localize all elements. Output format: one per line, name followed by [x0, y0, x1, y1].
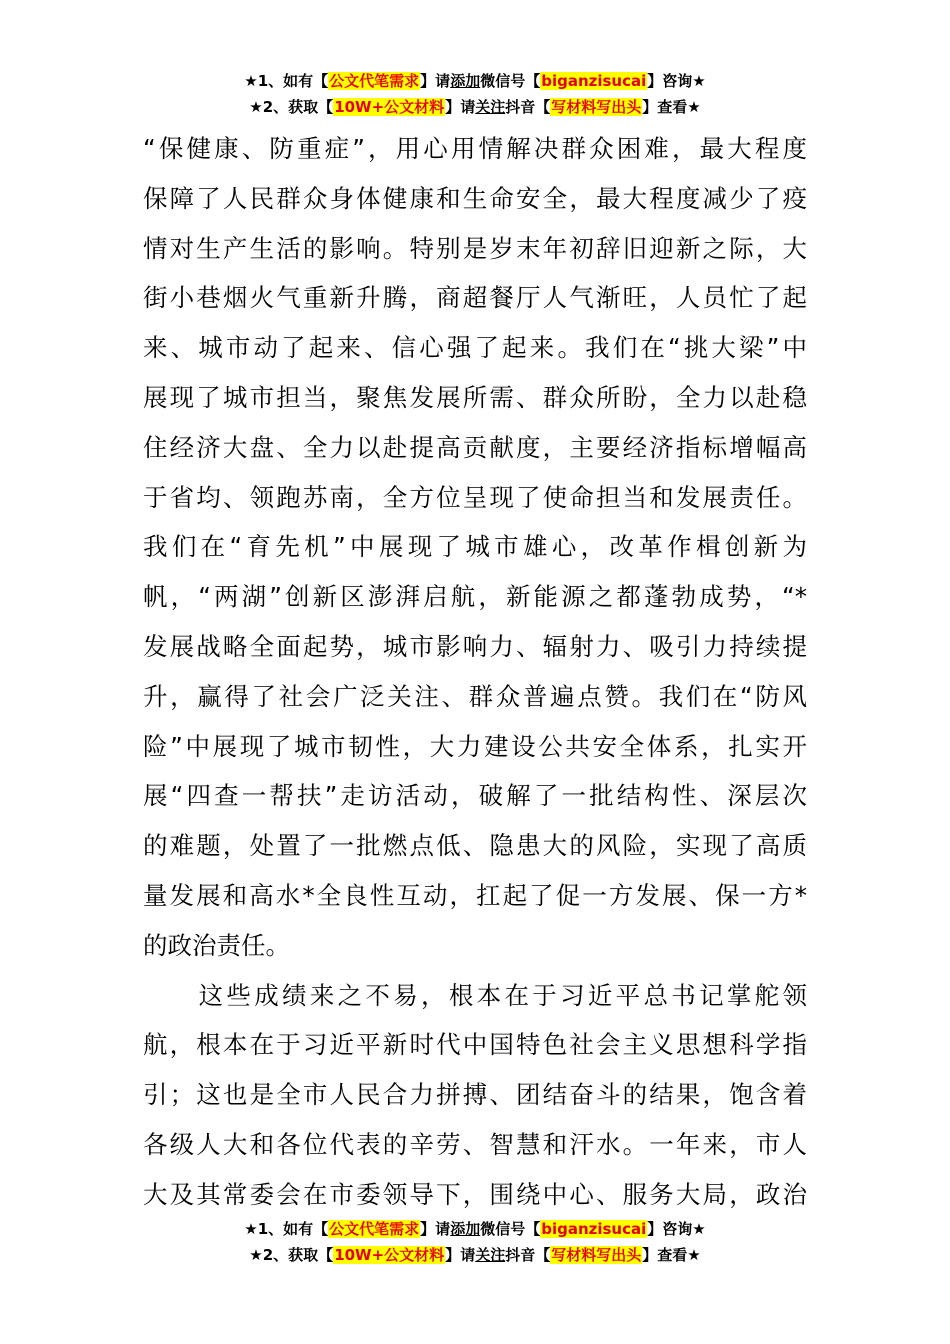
banner-text: 抖音【 [505, 98, 551, 116]
text-line: 量发展和高水*全良性互动，扛起了促一方发展、保一方* [143, 880, 807, 910]
highlight-douyin-name: 写材料写出头 [551, 98, 642, 116]
text-line: 引；这也是全市人民合力拼搏、团结奋斗的结果，饱含着 [143, 1080, 807, 1110]
footer-banner-line-1 [0, 1216, 950, 1242]
text-line: 帆，“两湖”创新区澎湃启航，新能源之都蓬勃成势，“* [143, 582, 807, 612]
banner-text: 】咨询★ [647, 1220, 706, 1238]
text-line: 各级人大和各位代表的辛劳、智慧和汗水。一年来，市人 [143, 1129, 807, 1159]
underlined-action: 添加 [450, 1220, 481, 1238]
banner-text: ★1、如有【 [244, 1220, 329, 1238]
banner-text: 】请 [420, 72, 451, 90]
underlined-action: 关注 [475, 1246, 506, 1264]
highlight-douyin-name: 写材料写出头 [551, 1246, 642, 1264]
highlight-service-name: 公文代笔需求 [329, 1220, 420, 1238]
banner-text: 】请 [445, 98, 476, 116]
footer-banner [0, 1216, 950, 1268]
banner-text: ★2、获取【 [249, 1246, 334, 1264]
highlight-wechat-id: biganzisucai [541, 72, 647, 90]
banner-text: 】咨询★ [647, 72, 706, 90]
banner-text: 抖音【 [505, 1246, 551, 1264]
text-line-paragraph-end: 的政治责任。 [143, 930, 290, 960]
text-line: 我们在“育先机”中展现了城市雄心，改革作楫创新为 [143, 532, 807, 562]
highlight-service-name: 公文代笔需求 [329, 72, 420, 90]
text-line: 升，赢得了社会广泛关注、群众普遍点赞。我们在“防风 [143, 681, 807, 711]
banner-text: 微信号【 [480, 72, 541, 90]
underlined-action: 添加 [450, 72, 481, 90]
highlight-wechat-id: biganzisucai [541, 1220, 647, 1238]
text-line: 于省均、领跑苏南，全方位呈现了使命担当和发展责任。 [143, 482, 807, 512]
banner-text: ★1、如有【 [244, 72, 329, 90]
text-line-paragraph-start: 这些成绩来之不易，根本在于习近平总书记掌舵领 [143, 980, 807, 1010]
banner-text: 】查看★ [642, 98, 701, 116]
banner-text: 】请 [445, 1246, 476, 1264]
header-banner-line-1 [0, 68, 950, 94]
text-line: 展现了城市担当，聚焦发展所需、群众所盼，全力以赴稳 [143, 382, 807, 412]
highlight-material-name: 10W+公文材料 [334, 1246, 445, 1264]
banner-text: 微信号【 [480, 1220, 541, 1238]
text-line: 住经济大盘、全力以赴提高贡献度，主要经济指标增幅高 [143, 432, 807, 462]
banner-text: 】查看★ [642, 1246, 701, 1264]
footer-banner-line-2 [0, 1242, 950, 1268]
text-line: 险”中展现了城市韧性，大力建设公共安全体系，扎实开 [143, 731, 807, 761]
text-line: 展“四查一帮扶”走访活动，破解了一批结构性、深层次 [143, 781, 807, 811]
text-line: 大及其常委会在市委领导下，围绕中心、服务大局，政治 [143, 1179, 807, 1209]
text-line: 来、城市动了起来、信心强了起来。我们在“挑大梁”中 [143, 333, 807, 363]
text-line: 情对生产生活的影响。特别是岁末年初辞旧迎新之际，大 [143, 233, 807, 263]
text-line: 的难题，处置了一批燃点低、隐患大的风险，实现了高质 [143, 831, 807, 861]
highlight-material-name: 10W+公文材料 [334, 98, 445, 116]
banner-text: 】请 [420, 1220, 451, 1238]
text-line: 航，根本在于习近平新时代中国特色社会主义思想科学指 [143, 1030, 807, 1060]
text-line: 保障了人民群众身体健康和生命安全，最大程度减少了疫 [143, 183, 807, 213]
text-line: “保健康、防重症”，用心用情解决群众困难，最大程度 [143, 134, 807, 163]
underlined-action: 关注 [475, 98, 506, 116]
banner-text: ★2、获取【 [249, 98, 334, 116]
text-line: 发展战略全面起势，城市影响力、辐射力、吸引力持续提 [143, 631, 807, 661]
header-banner-line-2 [0, 94, 950, 120]
text-line: 街小巷烟火气重新升腾，商超餐厅人气渐旺，人员忙了起 [143, 283, 807, 313]
header-banner [0, 68, 950, 120]
document-body [143, 124, 807, 1220]
